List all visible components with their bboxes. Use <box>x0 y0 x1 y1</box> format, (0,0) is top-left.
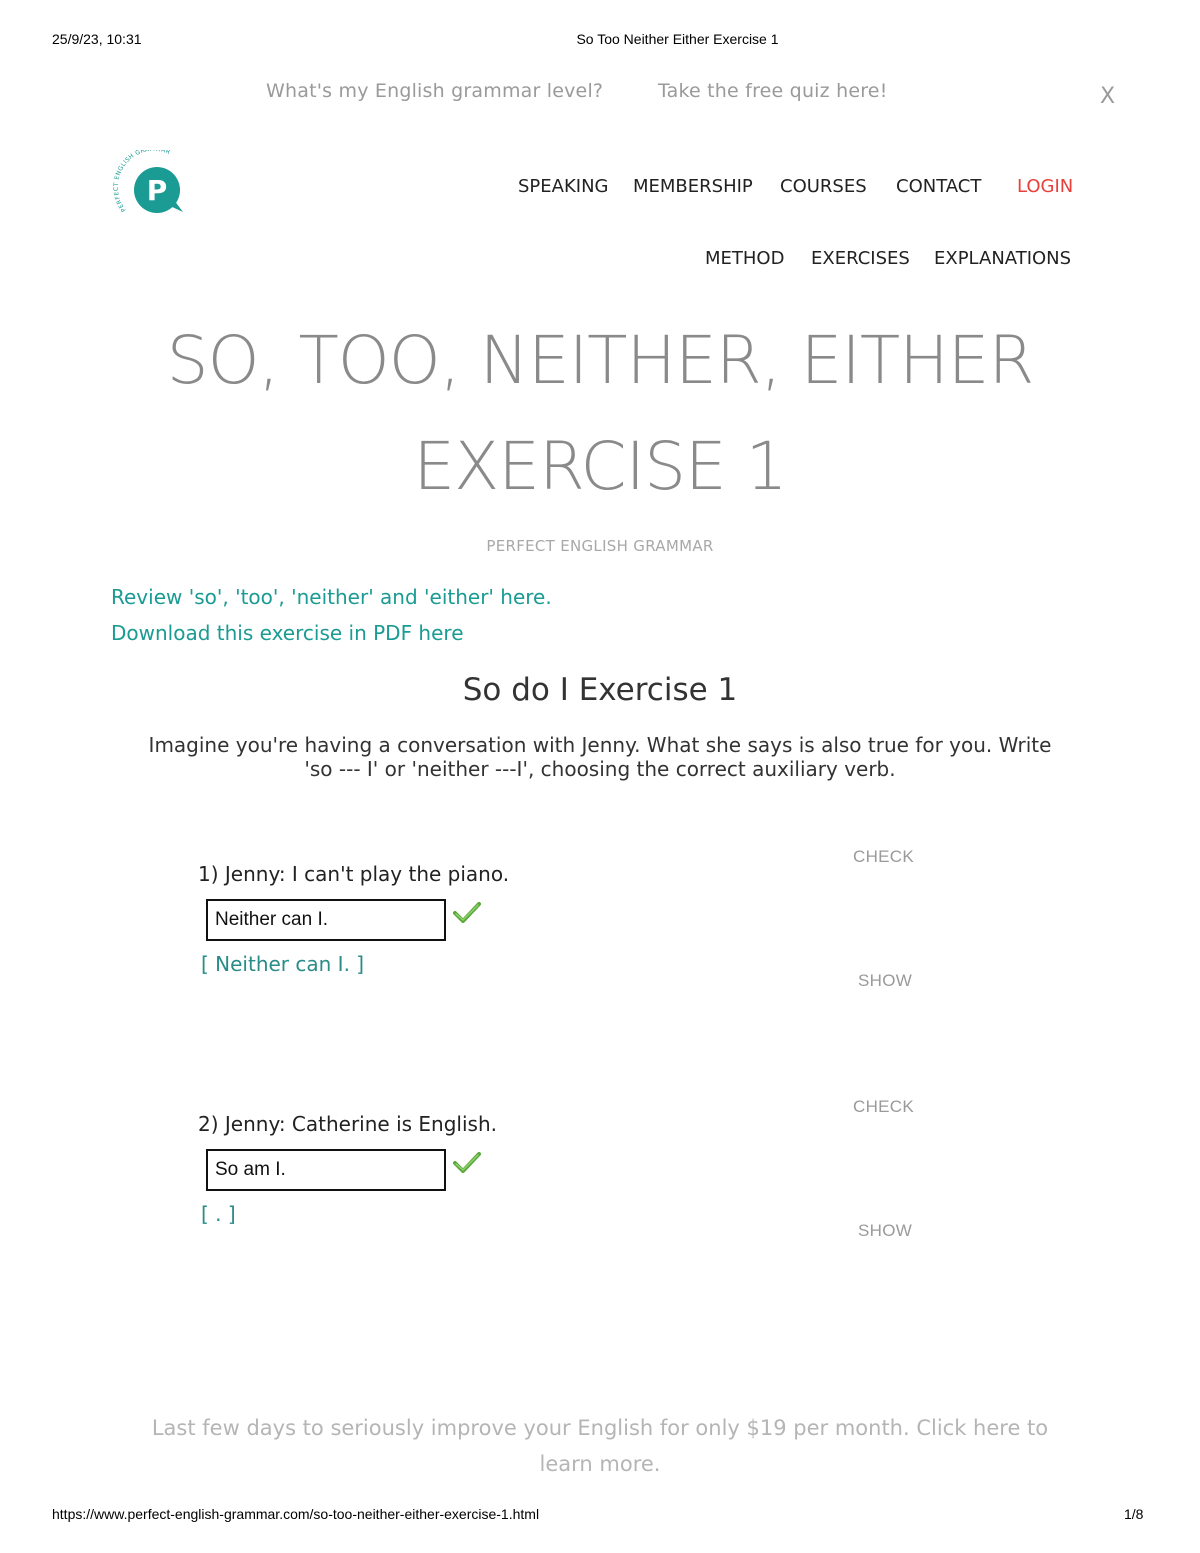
promo-question[interactable]: What's my English grammar level? <box>266 80 604 102</box>
show-button-2[interactable]: SHOW <box>858 1221 913 1240</box>
exercise-instructions: Imagine you're having a conversation with Jenny. What she says is also true for you. Write 'so --- I' or 'neither ---I', choosing the correct auxiliary verb. <box>148 733 1052 781</box>
nav-speaking[interactable]: SPEAKING <box>518 176 609 197</box>
nav-explanations[interactable]: EXPLANATIONS <box>934 248 1072 269</box>
logo-icon <box>112 150 188 220</box>
promo-quiz-link[interactable]: Take the free quiz here! <box>658 80 888 102</box>
print-page-number: 1/8 <box>1124 1506 1144 1522</box>
promo-close-button[interactable]: X <box>1100 84 1116 109</box>
site-logo[interactable] <box>112 150 188 220</box>
check-button-2[interactable]: CHECK <box>853 1097 915 1116</box>
nav-courses[interactable]: COURSES <box>780 176 867 197</box>
exercise-heading: So do I Exercise 1 <box>462 672 738 708</box>
question-prompt-1: 1) Jenny: I can't play the piano. <box>198 862 510 886</box>
print-doc-title: So Too Neither Either Exercise 1 <box>576 31 779 47</box>
download-pdf-link[interactable]: Download this exercise in PDF here <box>111 621 464 645</box>
logo-letter: P <box>146 174 168 207</box>
print-url: https://www.perfect-english-grammar.com/so-too-neither-either-exercise-1.html <box>52 1506 540 1522</box>
nav-membership[interactable]: MEMBERSHIP <box>633 176 753 197</box>
print-datetime: 25/9/23, 10:31 <box>52 31 142 47</box>
revealed-answer-2: [ . ] <box>201 1202 236 1226</box>
page-subtitle: PERFECT ENGLISH GRAMMAR <box>486 537 714 555</box>
page-title-line-2: EXERCISE 1 <box>413 428 787 505</box>
page-title-line-1: SO, TOO, NEITHER, EITHER <box>166 322 1034 399</box>
bottom-promo-banner[interactable]: Last few days to seriously improve your English for only $19 per month. Click here to learn more. <box>151 1416 1049 1476</box>
checkmark-icon <box>452 900 482 930</box>
answer-input-1[interactable] <box>206 899 446 941</box>
show-button-1[interactable]: SHOW <box>858 971 913 990</box>
question-prompt-2: 2) Jenny: Catherine is English. <box>198 1112 497 1136</box>
logo-ring-text: PERFECT ENGLISH GR AR <box>112 150 172 214</box>
revealed-answer-1: [ Neither can I. ] <box>201 952 365 976</box>
nav-login[interactable]: LOGIN <box>1017 176 1074 197</box>
nav-method[interactable]: METHOD <box>705 248 785 269</box>
nav-exercises[interactable]: EXERCISES <box>811 248 910 269</box>
check-button-1[interactable]: CHECK <box>853 847 915 866</box>
nav-contact[interactable]: CONTACT <box>896 176 982 197</box>
review-link[interactable]: Review 'so', 'too', 'neither' and 'either' here. <box>111 585 552 609</box>
answer-input-2[interactable] <box>206 1149 446 1191</box>
checkmark-icon <box>452 1150 482 1180</box>
